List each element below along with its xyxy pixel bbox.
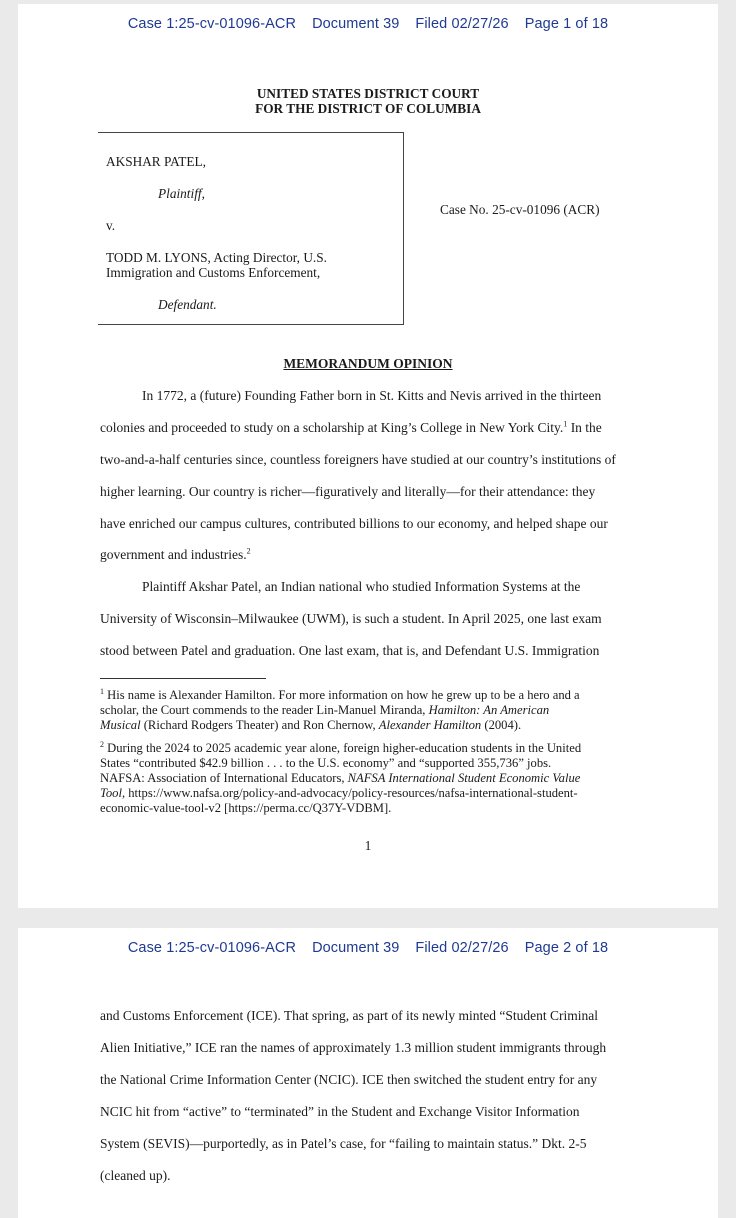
body-line: two-and-a-half centuries since, countless foreigners have studied at our country’s institutions of — [100, 452, 616, 467]
footnote-2-line: $^2$ During the 2024 to 2025 academic year alone, foreign higher-education students in the United — [100, 739, 582, 755]
footnote-2-line: economic-value-tool-v2 [https://perma.cc/Q37Y-VDBM]. — [100, 801, 392, 815]
body-line: government and industries.$^2$ — [100, 546, 251, 562]
page-count-header: Page 2 of 18 — [524, 940, 609, 956]
body-line: University of Wisconsin–Milwaukee (UWM), is such a student. In April 2025, one last exam — [100, 611, 602, 626]
page-count-header: Page 1 of 18 — [524, 16, 609, 32]
court-name — [18, 86, 718, 116]
ecf-header — [18, 16, 718, 32]
body-line: have enriched our campus cultures, contributed billions to our economy, and helped shape our — [100, 516, 608, 531]
ecf-header — [18, 940, 718, 956]
body-line: Plaintiff Akshar Patel, an Indian national who studied Information Systems at the — [142, 579, 581, 594]
plaintiff-name: AKSHAR PATEL, — [106, 154, 206, 169]
document-number-header: Document 39 — [312, 16, 400, 32]
court-line-1: UNITED STATES DISTRICT COURT — [256, 86, 480, 101]
case-number: Case No. 25-cv-01096 (ACR) — [440, 202, 600, 217]
footnote-2-line: NAFSA: Association of International Educators, NAFSA International Student Economic Value — [100, 771, 581, 785]
footnote-divider — [100, 678, 266, 679]
body-line: In 1772, a (future) Founding Father born in St. Kitts and Nevis arrived in the thirteen — [142, 388, 602, 403]
footnote-2-line: States “contributed $42.9 billion . . . to the U.S. economy” and “supported 355,736” jobs. — [100, 756, 552, 770]
plaintiff-role: Plaintiff, — [158, 186, 205, 201]
document-number-header: Document 39 — [312, 940, 400, 956]
versus: v. — [106, 218, 116, 233]
body-line: higher learning. Our country is richer—figuratively and literally—for their attendance: they — [100, 484, 596, 499]
defendant-role: Defendant. — [158, 297, 217, 312]
defendant-line-1: TODD M. LYONS, Acting Director, U.S. — [106, 250, 327, 265]
defendant-line-2: Immigration and Customs Enforcement, — [106, 265, 321, 280]
body-line: stood between Patel and graduation. One last exam, that is, and Defendant U.S. Immigration — [100, 643, 600, 658]
body-line: System (SEVIS)—purportedly, as in Patel’s case, for “failing to maintain status.” Dkt. 2-5 — [100, 1136, 587, 1151]
court-line-2: FOR THE DISTRICT OF COLUMBIA — [255, 101, 481, 116]
footnote-ref-1: 1 — [563, 419, 568, 429]
footnote-1-line: $^1$ His name is Alexander Hamilton. For more information on how he grew up to be a hero and a — [100, 686, 580, 702]
filed-date-header: Filed 02/27/26 — [415, 940, 509, 956]
document-page-2 — [18, 928, 718, 1218]
footnote-2-line: Tool, https://www.nafsa.org/policy-and-advocacy/policy-resources/nafsa-international-student- — [100, 786, 578, 800]
document-page-1 — [18, 4, 718, 908]
filed-date-header: Filed 02/27/26 — [415, 16, 509, 32]
page-number: 1 — [364, 838, 372, 853]
body-line: Alien Initiative,” ICE ran the names of approximately 1.3 million student immigrants through — [100, 1040, 607, 1055]
body-line: (cleaned up). — [100, 1168, 171, 1183]
case-number-header: Case 1:25-cv-01096-ACR — [127, 940, 297, 956]
footnote-1-line: Musical (Richard Rodgers Theater) and Ron Chernow, Alexander Hamilton (2004). — [100, 718, 522, 732]
body-line: and Customs Enforcement (ICE). That spring, as part of its newly minted “Student Criminal — [100, 1008, 599, 1023]
body-line: NCIC hit from “active” to “terminated” in the Student and Exchange Visitor Information — [100, 1104, 580, 1119]
memorandum-title: MEMORANDUM OPINION — [283, 356, 453, 371]
body-line: colonies and proceeded to study on a scholarship at King’s College in New York City.$^1$ In the — [100, 419, 602, 435]
footnote-1-line: scholar, the Court commends to the reader Lin-Manuel Miranda, Hamilton: An American — [100, 703, 550, 717]
footnote-ref-2: 2 — [246, 546, 251, 556]
body-line: the National Crime Information Center (NCIC). ICE then switched the student entry for any — [100, 1072, 598, 1087]
case-number-header: Case 1:25-cv-01096-ACR — [127, 16, 297, 32]
